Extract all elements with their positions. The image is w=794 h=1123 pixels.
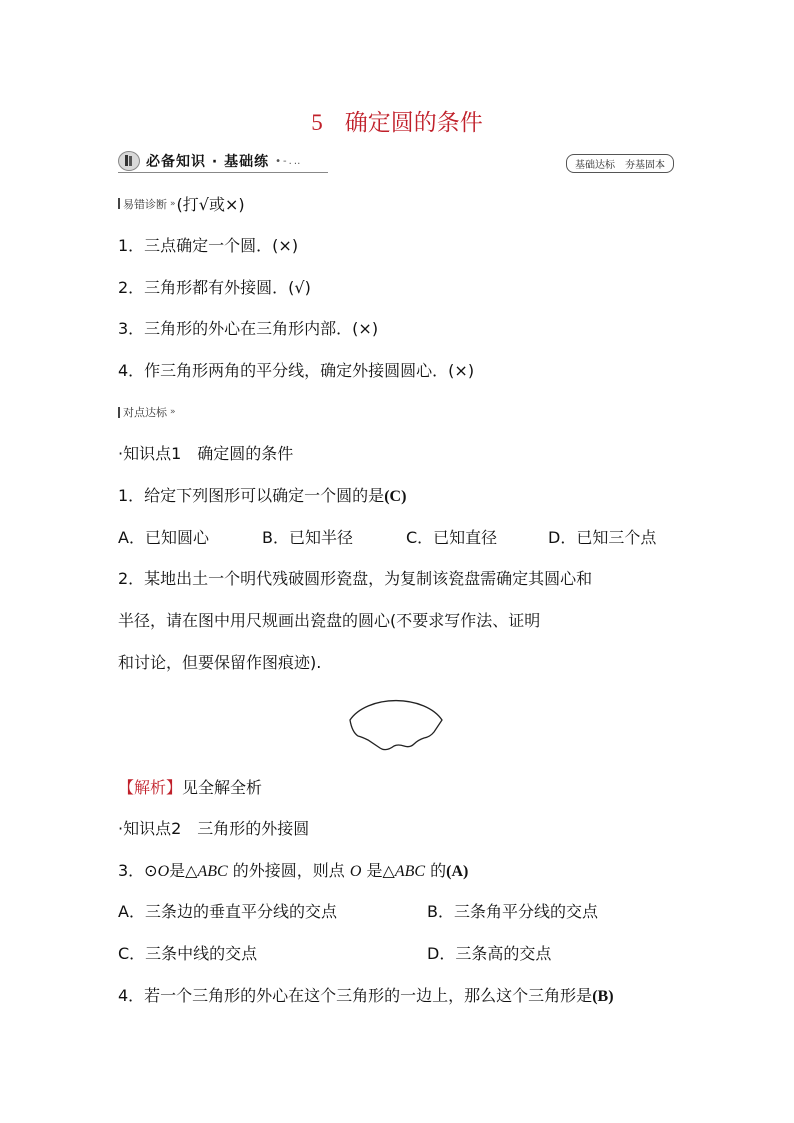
section-label: 易错诊断 — [123, 197, 167, 211]
page-title — [0, 104, 794, 137]
option-c: C．三条中线的交点 — [118, 944, 258, 963]
judgment-item: 1．三点确定一个圆．(×) — [118, 236, 299, 255]
question-2-line: 2．某地出土一个明代残破圆形瓷盘，为复制该瓷盘需确定其圆心和 — [118, 569, 593, 588]
banner-underline — [118, 172, 328, 173]
option-d: D．三条高的交点 — [427, 944, 552, 963]
q3-text: 是△ — [361, 861, 395, 880]
judgment-item: 2．三角形都有外接圆．(√) — [118, 278, 311, 297]
question-1 — [118, 483, 406, 506]
section-label: 对点达标 — [123, 406, 167, 419]
banner-tags — [566, 154, 674, 173]
banner-tag: 夯基固本 — [625, 160, 665, 171]
option-a: A．三条边的垂直平分线的交点 — [118, 902, 337, 921]
q3-var: O — [157, 863, 170, 880]
chevron-right-icon: » — [170, 198, 176, 209]
judgment-item: 4．作三角形两角的平分线，确定外接圆圆心．(×) — [118, 361, 475, 380]
book-icon — [118, 151, 140, 171]
chapter-title: 确定圆的条件 — [344, 110, 483, 136]
question-2-line: 和讨论，但要保留作图痕迹). — [118, 653, 322, 672]
judgment-item: 3．三角形的外心在三角形内部．(×) — [118, 319, 379, 338]
q3-text: 3．⊙ — [118, 861, 158, 880]
banner-tag: 基础达标 — [575, 160, 615, 171]
broken-plate-figure — [340, 682, 452, 754]
option-b: B．已知半径 — [262, 528, 353, 547]
question-2-line: 半径，请在图中用尺规画出瓷盘的圆心(不要求写作法、证明 — [118, 611, 541, 630]
question-answer: (A) — [446, 863, 469, 880]
analysis — [118, 775, 262, 798]
option-c: C．已知直径 — [406, 528, 498, 547]
q3-text: 是△ — [169, 861, 198, 880]
section-instruction: (打√或×) — [176, 195, 245, 214]
analysis-tag: 【解析】 — [118, 778, 183, 797]
chevron-right-icon: » — [170, 407, 176, 417]
q3-text: 的 — [425, 861, 447, 880]
question-3 — [118, 858, 468, 881]
q3-var: ABC — [394, 863, 426, 880]
q3-var: O — [349, 863, 362, 880]
q3-var: ABC — [197, 863, 228, 880]
dots-icon: •-.‥ — [275, 155, 303, 167]
question-answer: (C) — [384, 488, 407, 505]
question-answer: (B) — [592, 988, 614, 1005]
question-4 — [118, 983, 614, 1006]
bar-icon — [118, 407, 120, 418]
chapter-number: 5 — [311, 110, 323, 135]
q3-text: 的外接圆，则点 — [227, 861, 350, 880]
knowledge-point-2: ·知识点2 三角形的外接圆 — [118, 819, 310, 838]
option-a: A．已知圆心 — [118, 528, 209, 547]
question-stem: 1．给定下列图形可以确定一个圆的是 — [118, 486, 385, 505]
option-d: D．已知三个点 — [548, 528, 657, 547]
option-b: B．三条角平分线的交点 — [427, 902, 598, 921]
section-heading-practice — [118, 404, 176, 420]
question-stem: 4．若一个三角形的外心在这个三角形的一边上，那么这个三角形是 — [118, 986, 593, 1005]
section-heading-errors — [118, 192, 245, 215]
bar-icon — [118, 198, 120, 209]
analysis-text: 见全解全析 — [182, 778, 263, 797]
banner-title: 必备知识 · 基础练 — [146, 154, 270, 170]
knowledge-point-1: ·知识点1 确定圆的条件 — [118, 444, 294, 463]
section-banner — [118, 150, 674, 172]
